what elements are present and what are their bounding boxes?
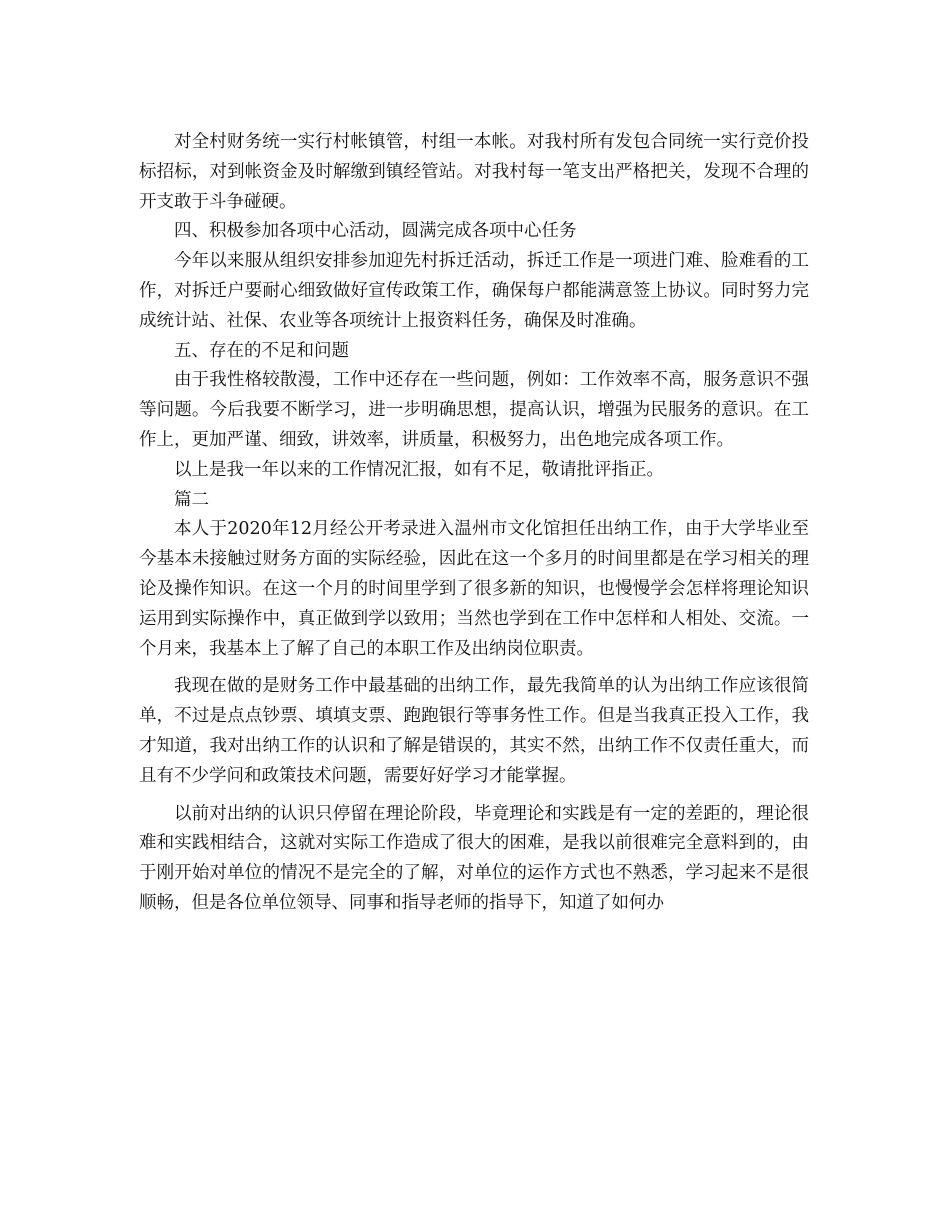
paragraph-theory-practice: 以前对出纳的认识只停留在理论阶段，毕竟理论和实践是有一定的差距的，理论很难和实践相结合，这就对实际工作造成了很大的困难，是我以前很难完全意料到的，由于刚开始对单位的情况不是完全的了解，对单位的运作方式也不熟悉，学习起来不是很顺畅，但是各位单位领导、同事和指导老师的指导下，知道了如何办: [139, 803, 809, 913]
paragraph-shortcomings: 由于我性格较散漫，工作中还存在一些问题，例如：工作效率不高，服务意识不强等问题。今后我要不断学习，进一步明确思想，提高认识，增强为民服务的意识。在工作上，更加严谨、细致，讲效率，讲质量，积极努力，出色地完成各项工作。: [139, 370, 809, 450]
section-heading-part-two: 篇二: [174, 489, 209, 510]
document-page: [139, 128, 809, 919]
paragraph-intro-part-two: 本人于2020年12月经公开考录进入温州市文化馆担任出纳工作，由于大学毕业至今基本未接触过财务方面的实际经验，因此在这一个多月的时间里都是在学习相关的理论及操作知识。在这一个月的时间里学到了很多新的知识，也慢慢学会怎样将理论知识运用到实际操作中，真正做到学以致用；当然也学到在工作中怎样和人相处、交流。一个月来，我基本上了解了自己的本职工作及出纳岗位职责。: [139, 519, 809, 659]
paragraph-finance-management: 对全村财务统一实行村帐镇管，村组一本帐。对我村所有发包合同统一实行竞价投标招标，对到帐资金及时解缴到镇经管站。对我村每一笔支出严格把关，发现不合理的开支敢于斗争碰硬。: [139, 132, 809, 212]
section-heading-four: 四、积极参加各项中心活动，圆满完成各项中心任务: [174, 221, 577, 242]
paragraph-demolition-work: 今年以来服从组织安排参加迎先村拆迁活动，拆迁工作是一项进门难、脸难看的工作，对拆迁户要耐心细致做好宣传政策工作，确保每户都能满意签上协议。同时努力完成统计站、社保、农业等各项统计上报资料任务，确保及时准确。: [139, 251, 809, 331]
paragraph-closing: 以上是我一年以来的工作情况汇报，如有不足，敬请批评指正。: [174, 459, 664, 480]
section-heading-five: 五、存在的不足和问题: [174, 340, 349, 361]
paragraph-cashier-work: 我现在做的是财务工作中最基础的出纳工作，最先我简单的认为出纳工作应该很简单，不过是点点钞票、填填支票、跑跑银行等事务性工作。但是当我真正投入工作，我才知道，我对出纳工作的认识和了解是错误的，其实不然，出纳工作不仅责任重大，而且有不少学问和政策技术问题，需要好好学习才能掌握。: [139, 676, 809, 786]
